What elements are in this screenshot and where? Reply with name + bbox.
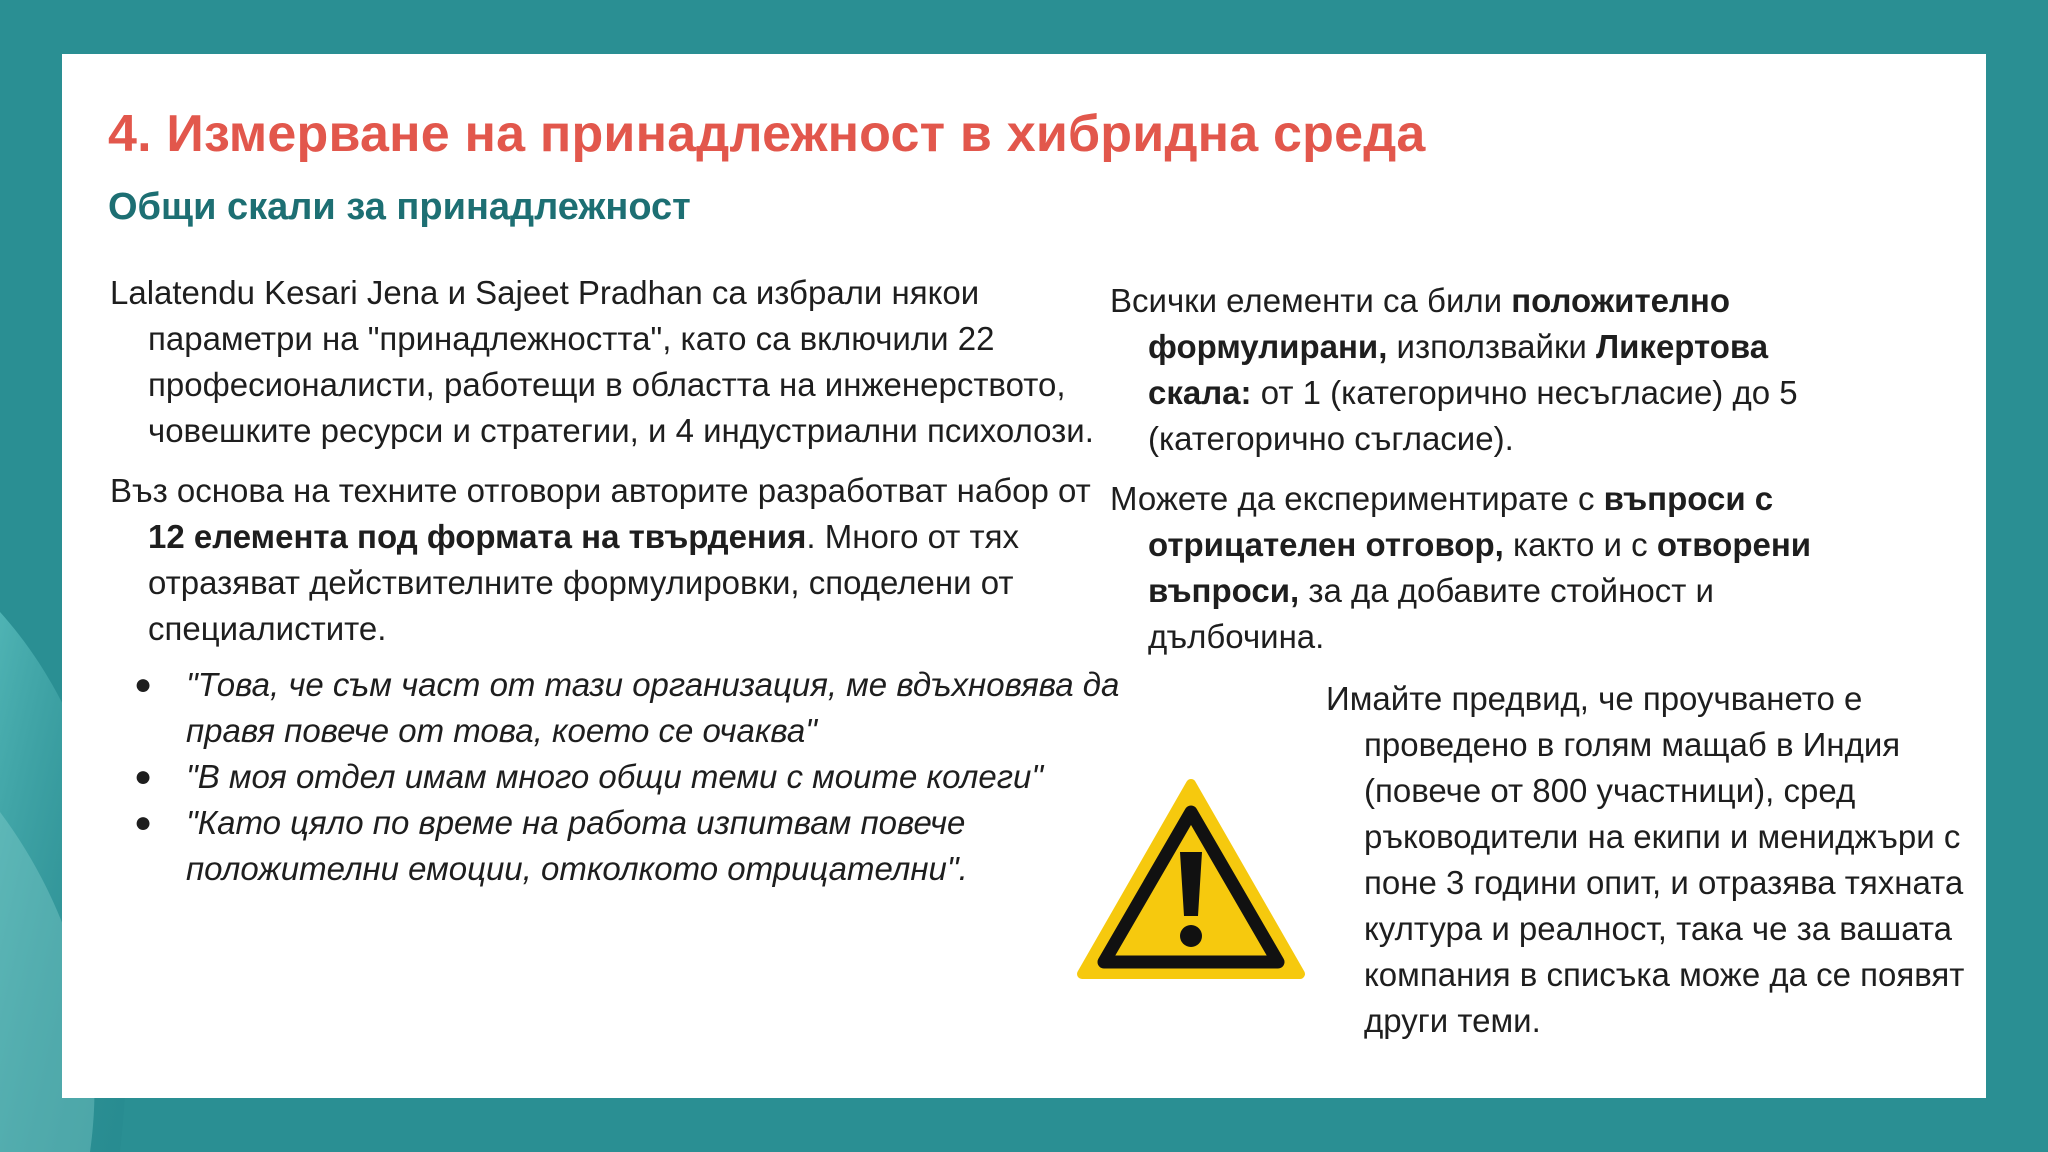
study-note-text: Имайте предвид, че проучването е проведено в голям мащаб в Индия (повече от 800 участници), сред ръководители на екипи и мениджъри с поне 3 години опит, и отразява тяхната култура и реалност, така че за вашата компания в списъка може да се появят други теми.	[1326, 680, 1965, 1039]
slide-content	[62, 54, 1986, 1098]
study-note	[1326, 676, 1966, 1044]
slide-subtitle: Общи скали за принадлежност	[108, 186, 691, 228]
warning-triangle-icon	[1074, 774, 1308, 984]
quote-list	[110, 662, 1120, 892]
elements-count-highlight: 12 елемента под формата на твърдения	[148, 518, 807, 555]
elements-paragraph: Въз основа на техните отговори авторите разработват набор от 12 елемента под формата на твърдения. Много от тях отразяват действителните формулировки, споделени от специалистите.	[110, 472, 1091, 647]
bullet-icon: ●	[134, 668, 153, 701]
bullet-icon: ●	[134, 806, 153, 839]
bullet-icon: ●	[134, 760, 153, 793]
authors-paragraph: Lalatendu Kesari Jena и Sajeet Pradhan са избрали някои параметри на "принадлежността", като са включили 22 професионалисти, работещи в областта на инженерството, човешките ресурси и стратегии, и 4 индустриални психолози.	[110, 274, 1094, 449]
left-column	[110, 270, 1120, 892]
list-item: ● "Като цяло по време на работа изпитвам повече положителни емоции, отколкото отрицателни".	[110, 800, 1120, 892]
list-item: ● "Това, че съм част от тази организация, ме вдъхновява да правя повече от това, което се очаква"	[110, 662, 1120, 754]
list-item: ● "В моя отдел имам много общи теми с моите колеги"	[110, 754, 1120, 800]
slide-title: 4. Измерване на принадлежност в хибридна среда	[108, 105, 1426, 163]
experiment-paragraph: Можете да експериментирате с въпроси с отрицателен отговор, както и с отворени въпроси, за да добавите стойност и дълбочина.	[1110, 480, 1812, 655]
right-column	[1110, 278, 1870, 674]
likert-paragraph: Всички елементи са били положително формулирани, използвайки Ликертова скала: от 1 (категорично несъгласие) до 5 (категорично съгласие).	[1110, 282, 1798, 457]
